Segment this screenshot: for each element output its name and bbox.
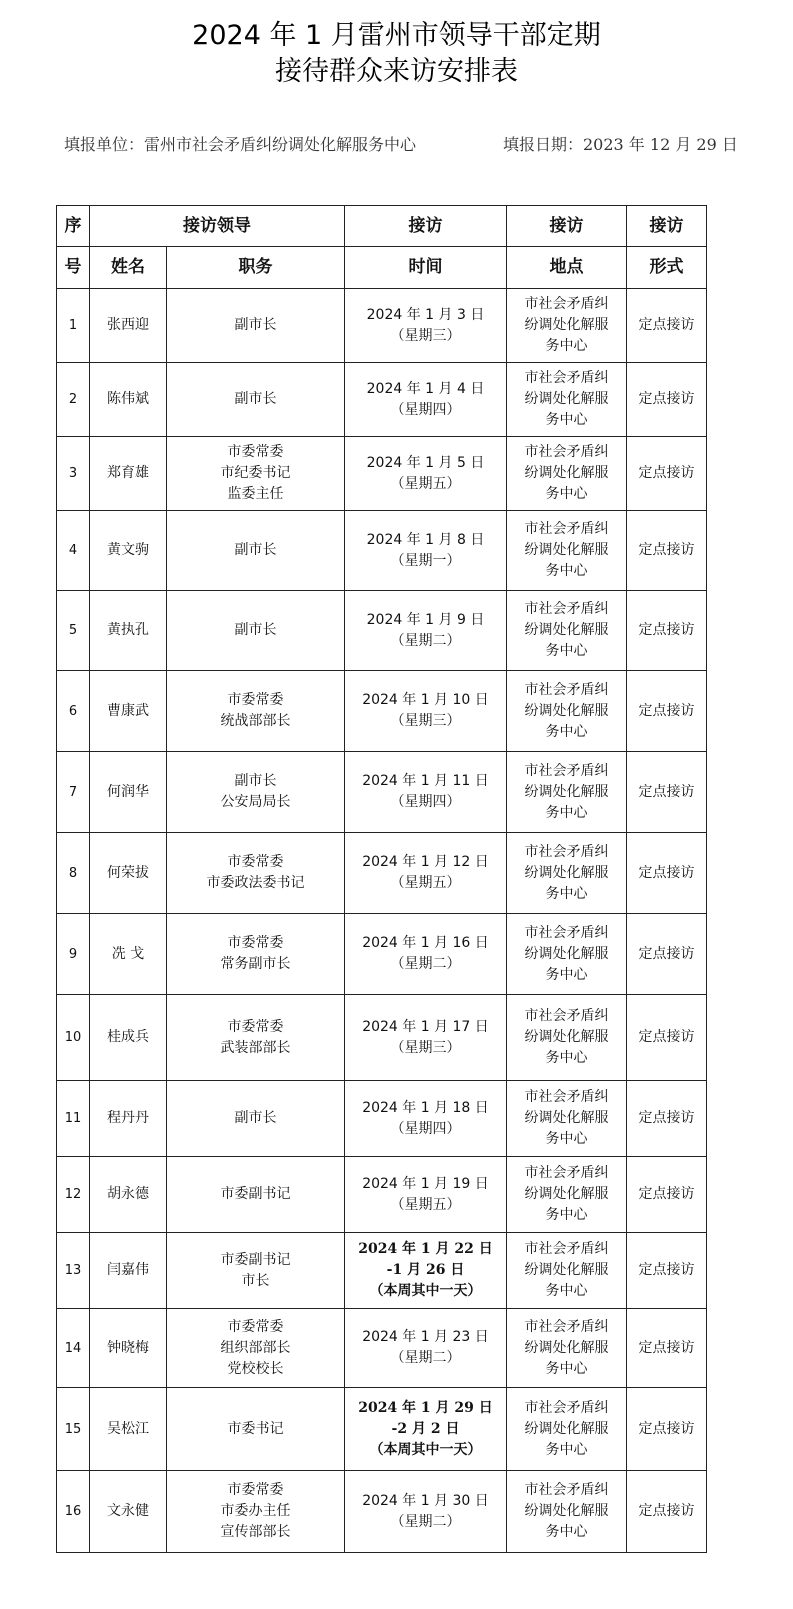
place-line: 纷调处化解服 [524, 1339, 609, 1356]
reception-place [507, 511, 627, 591]
post-line: 公安局局长 [220, 794, 291, 810]
place-line: 市社会矛盾纠 [524, 924, 609, 941]
time-line: （星期五） [390, 875, 461, 891]
time-line: （星期五） [390, 1196, 461, 1213]
header-time-top: 接访 [345, 206, 507, 247]
reception-form: 定点接访 [627, 289, 707, 363]
reception-time [345, 1081, 507, 1157]
reception-form: 定点接访 [627, 1157, 707, 1233]
place-line: 纷调处化解服 [524, 702, 609, 719]
leader-post [167, 1471, 345, 1553]
time-line: 2024 年 1 月 5 日 [366, 454, 485, 471]
reception-place [507, 591, 627, 671]
reception-time [345, 1388, 507, 1471]
leader-name: 冼 戈 [90, 914, 167, 995]
leader-post [167, 1233, 345, 1309]
time-line: （星期五） [390, 475, 461, 492]
leader-post [167, 752, 345, 833]
schedule-table [56, 205, 707, 1553]
table-body [57, 289, 707, 1553]
time-line: （星期三） [390, 327, 461, 344]
post-line: 副市长 [234, 542, 277, 558]
place-line: 务中心 [545, 1050, 588, 1066]
reception-form: 定点接访 [627, 671, 707, 752]
post-line: 常务副市长 [220, 956, 291, 972]
place-line: 务中心 [545, 723, 588, 740]
time-line: 2024 年 1 月 11 日 [362, 773, 489, 789]
place-line: 市社会矛盾纠 [524, 1165, 609, 1181]
reception-place [507, 1233, 627, 1309]
post-line: 统战部部长 [220, 713, 291, 729]
reception-form: 定点接访 [627, 752, 707, 833]
table-row [57, 1309, 707, 1388]
place-line: 市社会矛盾纠 [524, 1008, 609, 1024]
leader-post [167, 1388, 345, 1471]
place-line: 纷调处化解服 [524, 317, 609, 333]
reception-place [507, 289, 627, 363]
table-row [57, 1081, 707, 1157]
place-line: 务中心 [545, 1441, 588, 1458]
reception-form: 定点接访 [627, 1388, 707, 1471]
reception-time [345, 671, 507, 752]
place-line: 纷调处化解服 [524, 783, 609, 800]
leader-post [167, 671, 345, 752]
time-line: 2024 年 1 月 22 日 [358, 1241, 493, 1257]
row-number: 8 [57, 833, 90, 914]
post-line: 市委政法委书记 [206, 875, 305, 891]
reception-form: 定点接访 [627, 1233, 707, 1309]
place-line: 市社会矛盾纠 [524, 521, 609, 537]
post-line: 市委常委 [227, 1018, 284, 1035]
table-row [57, 1233, 707, 1309]
header-form-bottom: 形式 [627, 247, 707, 289]
time-line: （星期二） [390, 1513, 461, 1530]
place-line: 务中心 [545, 1131, 588, 1147]
reception-time [345, 1233, 507, 1309]
place-line: 务中心 [545, 643, 588, 659]
place-line: 纷调处化解服 [524, 391, 609, 407]
time-line: 2024 年 1 月 17 日 [362, 1018, 489, 1035]
reporting-date: 填报日期：2023 年 12 月 29 日 [503, 135, 738, 154]
row-number: 13 [57, 1233, 90, 1309]
reception-form: 定点接访 [627, 833, 707, 914]
post-line: 市委常委 [227, 1318, 284, 1335]
leader-name: 黄执孔 [90, 591, 167, 671]
post-line: 市委书记 [227, 1420, 284, 1437]
row-number: 10 [57, 995, 90, 1081]
leader-post [167, 914, 345, 995]
leader-post [167, 591, 345, 671]
leader-name: 文永健 [90, 1471, 167, 1553]
time-line: （星期一） [390, 552, 461, 569]
post-line: 武装部部长 [220, 1039, 291, 1056]
table-row [57, 833, 707, 914]
time-line: 2024 年 1 月 9 日 [366, 611, 485, 628]
leader-post [167, 363, 345, 437]
time-line: 2024 年 1 月 30 日 [362, 1492, 489, 1509]
reception-place [507, 833, 627, 914]
post-line: 市委常委 [227, 692, 284, 708]
place-line: 纷调处化解服 [524, 945, 609, 962]
post-line: 市委副书记 [220, 1186, 291, 1202]
table-row [57, 437, 707, 511]
time-line: -1 月 26 日 [386, 1262, 465, 1278]
time-line: （本周其中一天） [369, 1283, 482, 1299]
time-line: （星期二） [390, 632, 461, 649]
place-line: 纷调处化解服 [524, 1110, 609, 1126]
leader-name: 郑育雄 [90, 437, 167, 511]
leader-name: 程丹丹 [90, 1081, 167, 1157]
time-line: （星期四） [390, 794, 461, 810]
row-number: 6 [57, 671, 90, 752]
place-line: 市社会矛盾纠 [524, 1399, 609, 1416]
time-line: 2024 年 1 月 18 日 [362, 1099, 489, 1116]
post-line: 市委副书记 [220, 1251, 291, 1268]
place-line: 务中心 [545, 486, 588, 502]
time-line: 2024 年 1 月 12 日 [362, 854, 489, 870]
reception-form: 定点接访 [627, 363, 707, 437]
row-number: 16 [57, 1471, 90, 1553]
place-line: 市社会矛盾纠 [524, 370, 609, 386]
time-line: （星期三） [390, 713, 461, 729]
reception-place [507, 1471, 627, 1553]
header-place-top: 接访 [507, 206, 627, 247]
reception-form: 定点接访 [627, 1471, 707, 1553]
leader-name: 曹康武 [90, 671, 167, 752]
post-line: 市委常委 [227, 1482, 284, 1498]
place-line: 纷调处化解服 [524, 864, 609, 881]
time-line: （本周其中一天） [369, 1441, 482, 1458]
header-name: 姓名 [90, 247, 167, 289]
leader-post [167, 1081, 345, 1157]
leader-name: 何润华 [90, 752, 167, 833]
post-line: 监委主任 [227, 486, 284, 502]
leader-name: 闫嘉伟 [90, 1233, 167, 1309]
place-line: 市社会矛盾纠 [524, 762, 609, 779]
leader-name: 桂成兵 [90, 995, 167, 1081]
reception-time [345, 1309, 507, 1388]
reception-time [345, 289, 507, 363]
leader-post [167, 995, 345, 1081]
reception-time [345, 511, 507, 591]
place-line: 务中心 [545, 563, 588, 579]
table-row [57, 671, 707, 752]
place-line: 市社会矛盾纠 [524, 444, 609, 460]
reception-time [345, 1471, 507, 1553]
leader-post [167, 833, 345, 914]
row-number: 5 [57, 591, 90, 671]
reception-time [345, 591, 507, 671]
place-line: 务中心 [545, 412, 588, 428]
leader-name: 胡永德 [90, 1157, 167, 1233]
place-line: 务中心 [545, 804, 588, 821]
reception-place [507, 363, 627, 437]
reception-form: 定点接访 [627, 437, 707, 511]
post-line: 组织部部长 [220, 1339, 291, 1356]
post-line: 副市长 [234, 317, 277, 333]
time-line: -2 月 2 日 [391, 1420, 460, 1437]
page-title [0, 18, 793, 90]
row-number: 9 [57, 914, 90, 995]
place-line: 纷调处化解服 [524, 465, 609, 481]
reception-form: 定点接访 [627, 591, 707, 671]
place-line: 务中心 [545, 338, 588, 354]
place-line: 市社会矛盾纠 [524, 296, 609, 312]
reception-time [345, 914, 507, 995]
header-leader-group: 接访领导 [90, 206, 345, 247]
post-line: 市委常委 [227, 935, 284, 951]
leader-name: 陈伟斌 [90, 363, 167, 437]
place-line: 务中心 [545, 1524, 588, 1540]
place-line: 纷调处化解服 [524, 1503, 609, 1519]
leader-name: 张西迎 [90, 289, 167, 363]
table-row [57, 363, 707, 437]
place-line: 市社会矛盾纠 [524, 843, 609, 860]
reception-place [507, 914, 627, 995]
reception-form: 定点接访 [627, 995, 707, 1081]
time-line: 2024 年 1 月 23 日 [362, 1329, 489, 1345]
leader-post [167, 289, 345, 363]
post-line: 市委常委 [227, 444, 284, 460]
header-post: 职务 [167, 247, 345, 289]
place-line: 市社会矛盾纠 [524, 1089, 609, 1105]
time-line: 2024 年 1 月 3 日 [366, 306, 485, 323]
reception-place [507, 1157, 627, 1233]
post-line: 副市长 [234, 622, 277, 638]
reception-place [507, 1081, 627, 1157]
place-line: 市社会矛盾纠 [524, 601, 609, 617]
reception-place [507, 752, 627, 833]
header-seq-top: 序 [57, 206, 90, 247]
post-line: 市委办主任 [220, 1503, 291, 1519]
row-number: 14 [57, 1309, 90, 1388]
post-line: 党校校长 [227, 1360, 284, 1377]
reception-time [345, 1157, 507, 1233]
reception-time [345, 995, 507, 1081]
place-line: 务中心 [545, 1283, 588, 1299]
reception-place [507, 995, 627, 1081]
time-line: （星期四） [390, 401, 461, 418]
place-line: 纷调处化解服 [524, 1420, 609, 1437]
place-line: 纷调处化解服 [524, 1029, 609, 1045]
header-time-bottom: 时间 [345, 247, 507, 289]
time-line: （星期四） [390, 1120, 461, 1137]
leader-name: 何荣拔 [90, 833, 167, 914]
table-row [57, 752, 707, 833]
table-row [57, 1157, 707, 1233]
place-line: 务中心 [545, 966, 588, 983]
reception-form: 定点接访 [627, 511, 707, 591]
table-row [57, 914, 707, 995]
time-line: （星期二） [390, 1350, 461, 1366]
time-line: （星期三） [390, 1039, 461, 1056]
post-line: 市长 [241, 1272, 270, 1289]
header-seq-bottom: 号 [57, 247, 90, 289]
row-number: 7 [57, 752, 90, 833]
place-line: 市社会矛盾纠 [524, 1241, 609, 1257]
place-line: 市社会矛盾纠 [524, 1482, 609, 1498]
leader-name: 钟晓梅 [90, 1309, 167, 1388]
place-line: 市社会矛盾纠 [524, 1318, 609, 1335]
row-number: 15 [57, 1388, 90, 1471]
time-line: （星期二） [390, 956, 461, 972]
place-line: 纷调处化解服 [524, 1186, 609, 1202]
time-line: 2024 年 1 月 8 日 [366, 531, 485, 548]
place-line: 纷调处化解服 [524, 622, 609, 638]
place-line: 纷调处化解服 [524, 542, 609, 558]
title-line-2: 接待群众来访安排表 [275, 56, 518, 87]
leader-post [167, 437, 345, 511]
post-line: 宣传部部长 [220, 1524, 291, 1540]
row-number: 1 [57, 289, 90, 363]
reception-place [507, 437, 627, 511]
post-line: 市纪委书记 [220, 465, 291, 481]
reception-place [507, 671, 627, 752]
reception-form: 定点接访 [627, 1309, 707, 1388]
leader-post [167, 511, 345, 591]
title-line-1: 2024 年 1 月雷州市领导干部定期 [192, 20, 601, 51]
row-number: 3 [57, 437, 90, 511]
place-line: 务中心 [545, 885, 588, 902]
reception-time [345, 437, 507, 511]
reception-time [345, 752, 507, 833]
leader-post [167, 1157, 345, 1233]
post-line: 副市长 [234, 391, 277, 407]
post-line: 市委常委 [227, 854, 284, 870]
table-row [57, 1388, 707, 1471]
time-line: 2024 年 1 月 29 日 [358, 1399, 493, 1416]
reception-place [507, 1309, 627, 1388]
header-place-bottom: 地点 [507, 247, 627, 289]
reception-time [345, 833, 507, 914]
reporting-unit: 填报单位：雷州市社会矛盾纠纷调处化解服务中心 [64, 135, 417, 154]
table-row [57, 511, 707, 591]
place-line: 纷调处化解服 [524, 1262, 609, 1278]
place-line: 务中心 [545, 1207, 588, 1223]
post-line: 副市长 [234, 1110, 277, 1126]
reception-place [507, 1388, 627, 1471]
leader-name: 吴松江 [90, 1388, 167, 1471]
table-row [57, 1471, 707, 1553]
reception-form: 定点接访 [627, 914, 707, 995]
leader-post [167, 1309, 345, 1388]
leader-name: 黄文驹 [90, 511, 167, 591]
row-number: 4 [57, 511, 90, 591]
reception-time [345, 363, 507, 437]
header-form-top: 接访 [627, 206, 707, 247]
row-number: 11 [57, 1081, 90, 1157]
table-row [57, 289, 707, 363]
table-row [57, 995, 707, 1081]
reception-form: 定点接访 [627, 1081, 707, 1157]
time-line: 2024 年 1 月 10 日 [362, 692, 489, 708]
place-line: 市社会矛盾纠 [524, 681, 609, 698]
table-row [57, 591, 707, 671]
row-number: 2 [57, 363, 90, 437]
row-number: 12 [57, 1157, 90, 1233]
place-line: 务中心 [545, 1360, 588, 1377]
time-line: 2024 年 1 月 16 日 [362, 935, 489, 951]
post-line: 副市长 [234, 773, 277, 789]
time-line: 2024 年 1 月 4 日 [366, 380, 485, 397]
time-line: 2024 年 1 月 19 日 [362, 1175, 489, 1192]
